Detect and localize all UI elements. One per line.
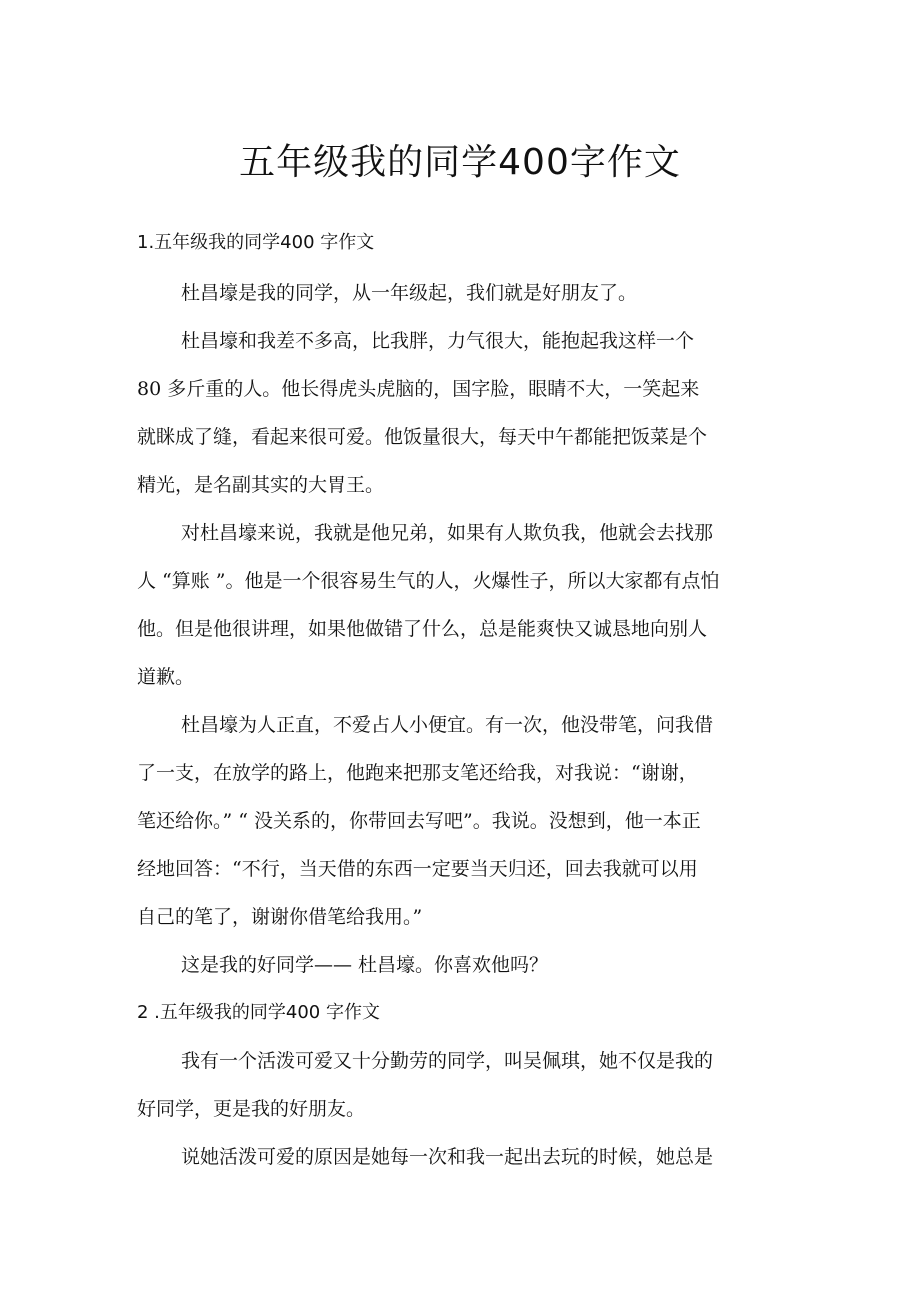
paragraph-line: 好同学，更是我的好朋友。 <box>137 1098 366 1120</box>
paragraph-line: 笔还给你。” “ 没关系的，你带回去写吧”。我说。没想到，他一本正 <box>137 810 701 832</box>
paragraph-line: 我有一个活泼可爱又十分勤劳的同学，叫吴佩琪，她不仅是我的 <box>181 1050 714 1072</box>
section-heading-1: 1.五年级我的同学400 字作文 <box>137 232 375 253</box>
paragraph-line: 这是我的好同学—— 杜昌壕。你喜欢他吗？ <box>181 954 549 976</box>
paragraph-line: 对杜昌壕来说，我就是他兄弟，如果有人欺负我，他就会去找那 <box>181 522 714 544</box>
paragraph-line: 自己的笔了，谢谢你借笔给我用。” <box>137 906 423 928</box>
paragraph-line: 杜昌壕是我的同学，从一年级起，我们就是好朋友了。 <box>181 282 638 304</box>
paragraph-line: 他。但是他很讲理，如果他做错了什么，总是能爽快又诚恳地向别人 <box>137 618 708 640</box>
paragraph-line: 杜昌壕为人正直，不爱占人小便宜。有一次，他没带笔，问我借 <box>181 714 714 736</box>
paragraph-line: 就眯成了缝，看起来很可爱。他饭量很大，每天中午都能把饭菜是个 <box>137 426 708 448</box>
page-title: 五年级我的同学400字作文 <box>239 142 681 183</box>
section-heading-2: 2 .五年级我的同学400 字作文 <box>137 1002 380 1023</box>
paragraph-line: 经地回答：“不行，当天借的东西一定要当天归还，回去我就可以用 <box>137 858 698 880</box>
paragraph-line: 说她活泼可爱的原因是她每一次和我一起出去玩的时候，她总是 <box>181 1146 714 1168</box>
paragraph-line: 80 多斤重的人。他长得虎头虎脑的，国字脸，眼睛不大，一笑起来 <box>137 378 700 400</box>
paragraph-line: 了一支，在放学的路上，他跑来把那支笔还给我，对我说：“谢谢， <box>137 762 698 784</box>
paragraph-line: 精光，是名副其实的大胃王。 <box>137 474 385 496</box>
paragraph-line: 道歉。 <box>137 666 195 688</box>
paragraph-line: 人 “算账 ”。他是一个很容易生气的人，火爆性子，所以大家都有点怕 <box>137 570 720 592</box>
paragraph-line: 杜昌壕和我差不多高，比我胖，力气很大，能抱起我这样一个 <box>181 330 695 352</box>
